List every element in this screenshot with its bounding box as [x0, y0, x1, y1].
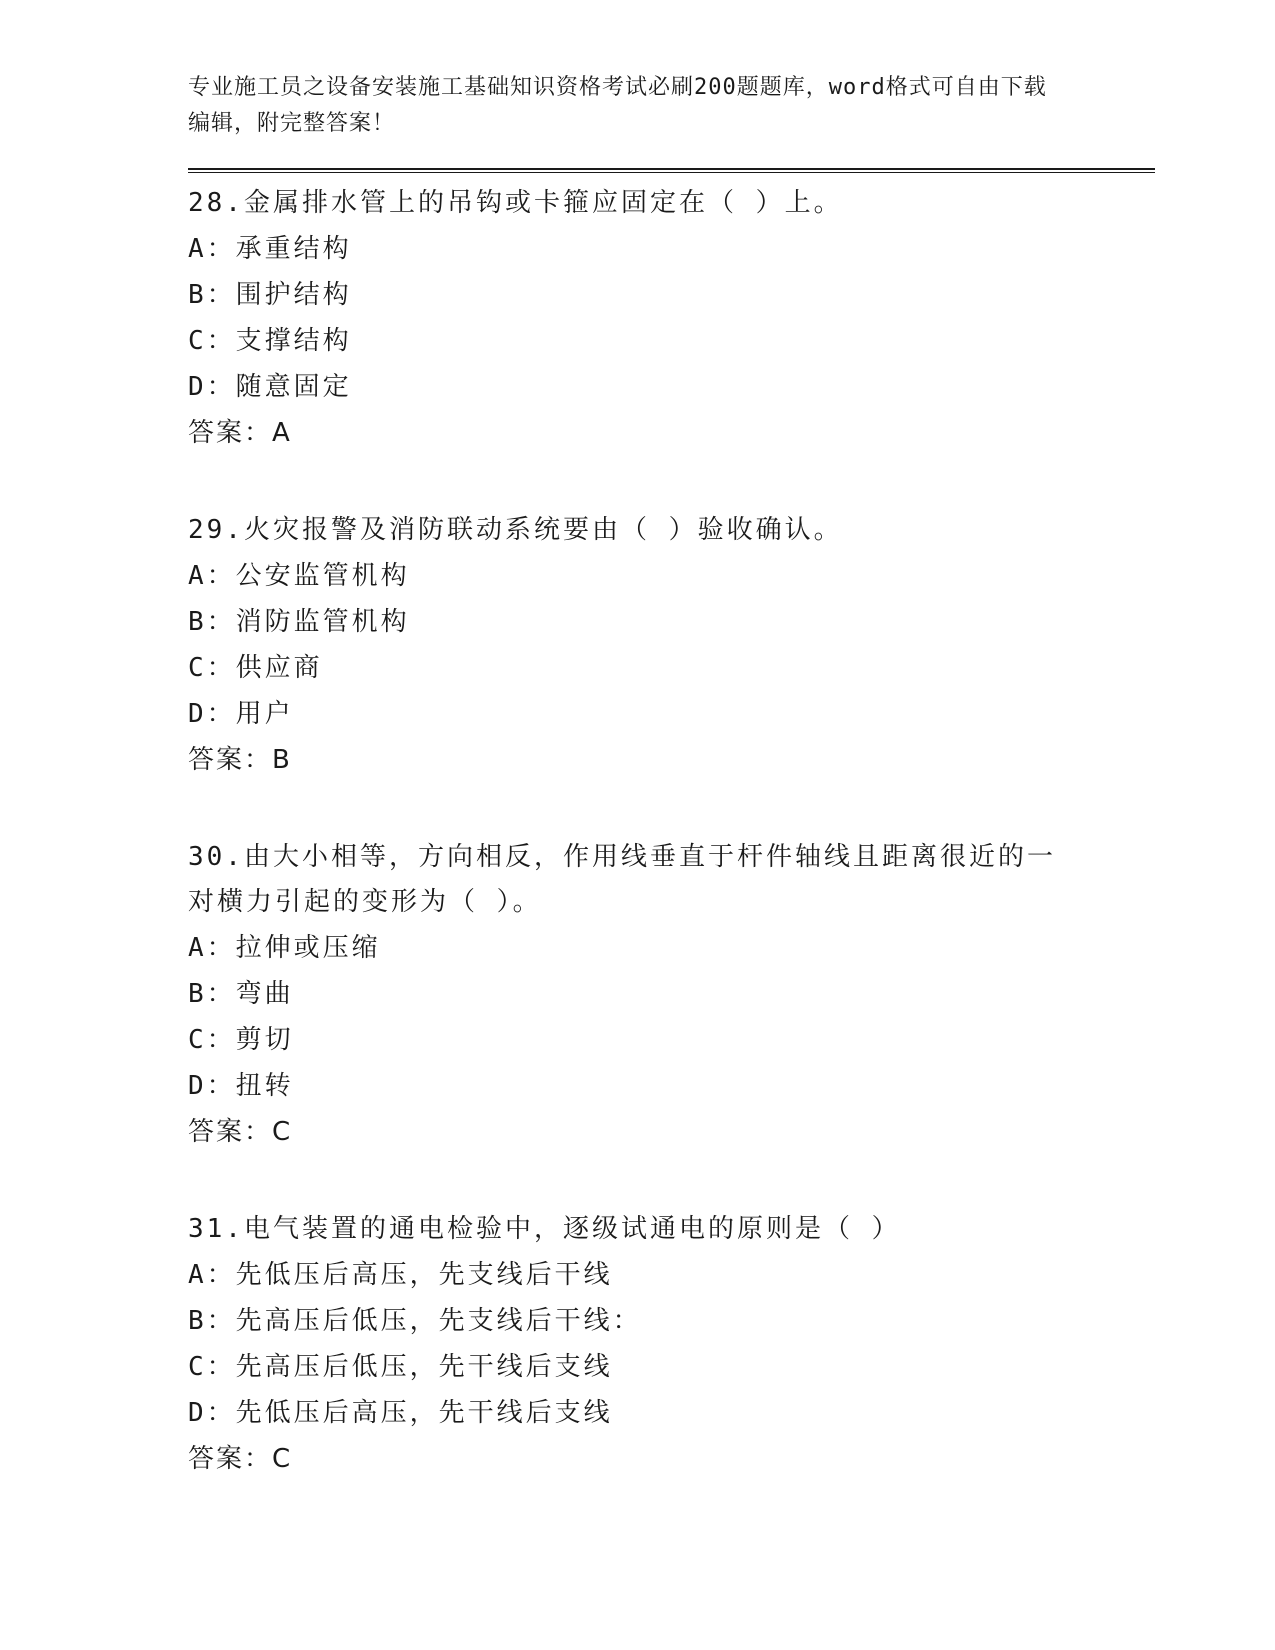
question-28	[188, 181, 1148, 456]
option-a: A：承重结构	[188, 234, 352, 264]
option-d: D：先低压后高压，先干线后支线	[188, 1398, 613, 1428]
spacer	[188, 456, 1148, 500]
answer: 答案：C	[188, 1444, 293, 1474]
question-stem: 28.金属排水管上的吊钩或卡箍应固定在（ ）上。	[188, 188, 843, 218]
question-stem: 31.电气装置的通电检验中，逐级试通电的原则是（ ）	[188, 1214, 901, 1244]
option-c: C：支撑结构	[188, 326, 352, 356]
option-b: B：围护结构	[188, 280, 352, 310]
option-a: A：拉伸或压缩	[188, 933, 381, 963]
question-29	[188, 508, 1148, 783]
answer: 答案：B	[188, 745, 292, 775]
option-a: A：先低压后高压，先支线后干线	[188, 1260, 613, 1290]
option-a: A：公安监管机构	[188, 561, 410, 591]
question-30	[188, 835, 1148, 1155]
option-c: C：剪切	[188, 1025, 294, 1055]
document-page	[188, 70, 1148, 1482]
answer: 答案：A	[188, 418, 292, 448]
question-stem: 29.火灾报警及消防联动系统要由（ ）验收确认。	[188, 515, 843, 545]
header-divider-inner	[188, 172, 1155, 173]
question-stem: 30.由大小相等，方向相反，作用线垂直于杆件轴线且距离很近的一对横力引起的变形为（ ）。	[188, 842, 1056, 917]
spacer	[188, 1155, 1148, 1199]
option-b: B：消防监管机构	[188, 607, 410, 637]
answer: 答案：C	[188, 1117, 293, 1147]
document-intro: 专业施工员之设备安装施工基础知识资格考试必刷200题题库，word格式可自由下载编辑，附完整答案！	[188, 75, 1047, 136]
option-c: C：供应商	[188, 653, 323, 683]
option-d: D：随意固定	[188, 372, 352, 402]
option-c: C：先高压后低压，先干线后支线	[188, 1352, 613, 1382]
option-b: B：先高压后低压，先支线后干线：	[188, 1306, 642, 1336]
option-d: D：扭转	[188, 1071, 294, 1101]
spacer	[188, 783, 1148, 827]
question-31	[188, 1207, 1148, 1482]
option-b: B：弯曲	[188, 979, 294, 1009]
header-divider	[188, 168, 1155, 173]
option-d: D：用户	[188, 699, 294, 729]
